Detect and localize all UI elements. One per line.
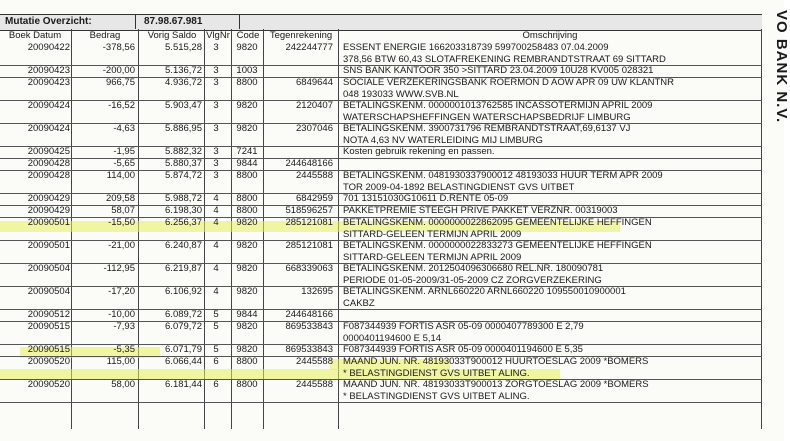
description-line: * BELASTINGDIENST GVS UITBET ALING. <box>343 391 530 402</box>
description-line: SOCIALE VERZEKERINGSBANK ROERMON D AOW APR 09 UW KLANTNR <box>343 77 674 88</box>
amount-cell: -10,00 <box>108 309 135 320</box>
transaction-code-cell: 9844 <box>236 158 258 169</box>
amount-cell: -15,50 <box>108 217 135 228</box>
description-cell <box>343 100 758 124</box>
sequence-number-cell: 5 <box>213 344 219 355</box>
counter-account-cell: 6849644 <box>296 77 333 88</box>
transaction-code-cell: 8800 <box>236 356 258 367</box>
description-cell <box>343 379 758 403</box>
previous-balance-cell: 6.240,87 <box>165 240 202 251</box>
col-header-amount: Bedrag <box>89 30 121 41</box>
transaction-code-cell: 7241 <box>236 146 258 157</box>
description-line: 048 193033 WWW.SVB.NL <box>343 89 459 100</box>
description-line: SNS BANK KANTOOR 350 >SITTARD 23.04.2009 10U28 KV005 028321 <box>343 65 654 76</box>
amount-cell: -4,63 <box>113 123 135 134</box>
description-cell <box>343 193 758 205</box>
transaction-code-cell: 8800 <box>236 193 258 204</box>
col-header-date: Boek Datum <box>8 30 62 41</box>
sequence-number-cell: 5 <box>213 309 219 320</box>
counter-account-cell: 2445588 <box>296 379 333 390</box>
description-line: CAKBZ <box>343 298 375 309</box>
sequence-number-cell: 4 <box>213 286 219 297</box>
description-cell <box>343 170 758 194</box>
description-cell <box>343 344 758 356</box>
transaction-code-cell: 8800 <box>236 205 258 216</box>
booking-date-cell: 20090512 <box>27 309 70 320</box>
counter-account-cell: 2307046 <box>296 123 333 134</box>
counter-account-cell: 2445588 <box>296 170 333 181</box>
description-line: PAKKETPREMIE STEEGH PRIVE PAKKET VERZNR. 00319003 <box>343 205 618 216</box>
col-header-vlgnr: VlgNr <box>206 30 230 41</box>
description-cell <box>343 263 758 287</box>
col-header-prev-balance: Vorig Saldo <box>147 30 197 41</box>
description-cell <box>343 286 758 310</box>
counter-account-cell: 2120407 <box>296 100 333 111</box>
amount-cell: -5,35 <box>113 344 135 355</box>
sequence-number-cell: 3 <box>213 65 219 76</box>
counter-account-cell: 869533843 <box>285 344 333 355</box>
amount-cell: 966,75 <box>105 77 135 88</box>
counter-account-cell: 244648166 <box>285 158 333 169</box>
description-line: BETALINGSKENM. 0000000022862095 GEMEENTELIJKE HEFFINGEN <box>343 217 652 228</box>
amount-cell: -1,95 <box>113 146 135 157</box>
amount-cell: -5,65 <box>113 158 135 169</box>
sequence-number-cell: 4 <box>213 263 219 274</box>
amount-cell: -378,56 <box>102 42 135 53</box>
counter-account-cell: 242244777 <box>285 42 333 53</box>
table-row <box>0 240 762 264</box>
transaction-code-cell: 1003 <box>236 65 258 76</box>
amount-cell: 209,58 <box>105 193 135 204</box>
transaction-code-cell: 9820 <box>236 123 258 134</box>
sequence-number-cell: 4 <box>213 240 219 251</box>
description-line: NOTA 4,63 NV WATERLEIDING MIJ LIMBURG <box>343 135 543 146</box>
description-line: 378,56 BTW 60,43 SLOTAFREKENING REMBRANDTSTRAAT 69 SITTARD <box>343 54 666 65</box>
table-row <box>0 42 762 66</box>
counter-account-cell: 285121081 <box>285 240 333 251</box>
previous-balance-cell: 5.903,47 <box>165 100 202 111</box>
amount-cell: 58,07 <box>111 205 135 216</box>
description-line: TOR 2009-04-1892 BELASTINGDIENST GVS UITBET <box>343 182 575 193</box>
booking-date-cell: 20090515 <box>27 344 70 355</box>
amount-cell: -21,00 <box>108 240 135 251</box>
description-line: BETALINGSKENM. 0000000022833273 GEMEENTELIJKE HEFFINGEN <box>343 240 652 251</box>
amount-cell: -17,20 <box>108 286 135 297</box>
amount-cell: 114,00 <box>106 170 135 181</box>
amount-cell: 58,00 <box>111 379 135 390</box>
sequence-number-cell: 3 <box>213 77 219 88</box>
previous-balance-cell: 6.106,92 <box>165 286 202 297</box>
booking-date-cell: 20090504 <box>27 286 70 297</box>
booking-date-cell: 20090515 <box>27 321 70 332</box>
description-line: ESSENT ENERGIE 166203318739 599700258483 07.04.2009 <box>343 42 609 53</box>
col-header-code: Code <box>236 30 260 41</box>
booking-date-cell: 20090501 <box>27 217 70 228</box>
previous-balance-cell: 5.515,28 <box>165 42 202 53</box>
description-line: 0000401194600 E 5,14 <box>343 333 442 344</box>
previous-balance-cell: 5.988,72 <box>165 193 202 204</box>
counter-account-cell: 6842959 <box>296 193 333 204</box>
description-cell <box>343 240 758 264</box>
sequence-number-cell: 3 <box>213 42 219 53</box>
previous-balance-cell: 6.256,37 <box>165 217 202 228</box>
sequence-number-cell: 3 <box>213 146 219 157</box>
transaction-code-cell: 9820 <box>236 263 258 274</box>
table-row <box>0 286 762 310</box>
booking-date-cell: 20090501 <box>27 240 70 251</box>
previous-balance-cell: 5.880,37 <box>165 158 202 169</box>
sequence-number-cell: 4 <box>213 217 219 228</box>
col-header-counter-account: Tegenrekening <box>269 30 333 41</box>
description-line: MAAND JUN. NR. 48193033T900012 HUURTOESLAG 2009 *BOMERS <box>343 356 649 367</box>
amount-cell: -112,95 <box>103 263 135 274</box>
transaction-code-cell: 8800 <box>236 170 258 181</box>
sequence-number-cell: 6 <box>213 379 219 390</box>
description-line: WATERSCHAPSHEFFINGEN WATERSCHAPSBEDRIJF LIMBURG <box>343 112 631 123</box>
previous-balance-cell: 6.079,72 <box>165 321 202 332</box>
booking-date-cell: 20090429 <box>27 205 70 216</box>
table-row <box>0 170 762 194</box>
booking-date-cell: 20090428 <box>27 170 70 181</box>
previous-balance-cell: 6.066,44 <box>165 356 202 367</box>
previous-balance-cell: 4.936,72 <box>165 77 202 88</box>
bank-name-margin: VO BANK N.V. <box>773 10 790 124</box>
previous-balance-cell: 5.882,32 <box>165 146 202 157</box>
amount-cell: 115,00 <box>106 356 135 367</box>
counter-account-cell: 869533843 <box>285 321 333 332</box>
table-row <box>0 263 762 287</box>
counter-account-cell: 518596257 <box>285 205 333 216</box>
description-line: SITTARD-GELEEN TERMIJN APRIL 2009 <box>343 252 522 263</box>
counter-account-cell: 244648166 <box>285 309 333 320</box>
description-line: BETALINGSKENM. 0481930337900012 48193033 HUUR TERM APR 2009 <box>343 170 663 181</box>
previous-balance-cell: 6.089,72 <box>165 309 202 320</box>
col-header-description: Omschrijving <box>522 30 578 41</box>
description-cell <box>343 146 758 158</box>
description-cell <box>343 123 758 147</box>
table-row <box>0 100 762 124</box>
previous-balance-cell: 6.198,30 <box>165 205 202 216</box>
description-cell <box>343 77 758 101</box>
transaction-code-cell: 8800 <box>236 379 258 390</box>
transaction-code-cell: 9820 <box>236 321 258 332</box>
description-cell <box>343 356 758 380</box>
transaction-code-cell: 9820 <box>236 217 258 228</box>
booking-date-cell: 20090429 <box>27 193 70 204</box>
description-line: F087344939 FORTIS ASR 05-09 0000407789300 E 2,79 <box>343 321 584 332</box>
previous-balance-cell: 6.219,87 <box>165 263 202 274</box>
description-line: Kosten gebruik rekening en passen. <box>343 146 495 157</box>
sequence-number-cell: 3 <box>213 123 219 134</box>
table-row <box>0 356 762 380</box>
description-line: BETALINGSKENM. 3900731796 REMBRANDTSTRAAT,69,6137 VJ <box>343 123 631 134</box>
description-line: MAAND JUN. NR. 48193033T900013 ZORGTOESLAG 2009 *BOMERS <box>343 379 649 390</box>
description-line: F087344939 FORTIS ASR 05-09 0000401194600 E 5,35 <box>343 344 583 355</box>
statement-title: Mutatie Overzicht: <box>0 14 136 29</box>
previous-balance-cell: 5.886,95 <box>165 123 202 134</box>
transaction-code-cell: 9844 <box>236 309 258 320</box>
booking-date-cell: 20090504 <box>27 263 70 274</box>
description-line: 701 13151030G10611 D.RENTE 05-09 <box>343 193 509 204</box>
description-cell <box>343 321 758 345</box>
description-line: BETALINGSKENM. 0000001013762585 INCASSOTERMIJN APRIL 2009 <box>343 100 653 111</box>
description-cell <box>343 217 758 241</box>
sequence-number-cell: 6 <box>213 356 219 367</box>
description-line: * BELASTINGDIENST GVS UITBET ALING. <box>343 368 530 379</box>
sequence-number-cell: 4 <box>213 205 219 216</box>
previous-balance-cell: 6.181,44 <box>165 379 202 390</box>
description-cell <box>343 65 758 77</box>
sequence-number-cell: 4 <box>213 193 219 204</box>
table-row <box>0 217 762 241</box>
amount-cell: -200,00 <box>102 65 135 76</box>
booking-date-cell: 20090520 <box>27 356 70 367</box>
account-number: 87.98.67.981 <box>136 14 240 29</box>
sequence-number-cell: 5 <box>213 321 219 332</box>
table-row <box>0 77 762 101</box>
amount-cell: -7,93 <box>113 321 135 332</box>
table-row <box>0 123 762 147</box>
counter-account-cell: 2445588 <box>296 356 333 367</box>
description-line: SITTARD-GELEEN TERMIJN APRIL 2009 <box>343 229 522 240</box>
transaction-code-cell: 9820 <box>236 344 258 355</box>
transaction-code-cell: 8800 <box>236 77 258 88</box>
booking-date-cell: 20090424 <box>27 100 70 111</box>
description-line: BETALINGSKENM. 2012504096306680 REL.NR. 180090781 <box>343 263 604 274</box>
booking-date-cell: 20090423 <box>27 77 70 88</box>
booking-date-cell: 20090520 <box>27 379 70 390</box>
booking-date-cell: 20090423 <box>27 65 70 76</box>
description-line: PERIODE 01-05-2009/31-05-2009 CZ ZORGVERZEKERING <box>343 275 602 286</box>
booking-date-cell: 20090428 <box>27 158 70 169</box>
description-cell <box>343 205 758 217</box>
transaction-code-cell: 9820 <box>236 100 258 111</box>
counter-account-cell: 285121081 <box>285 217 333 228</box>
sequence-number-cell: 3 <box>213 158 219 169</box>
amount-cell: -16,52 <box>108 100 135 111</box>
previous-balance-cell: 5.874,72 <box>165 170 202 181</box>
booking-date-cell: 20090424 <box>27 123 70 134</box>
counter-account-cell: 668339063 <box>285 263 333 274</box>
table-row <box>0 379 762 403</box>
description-line: BETALINGSKENM. ARNL660220 ARNL660220 109550010900001 <box>343 286 626 297</box>
description-cell <box>343 42 758 66</box>
transaction-code-cell: 9820 <box>236 240 258 251</box>
previous-balance-cell: 5.136,72 <box>165 65 202 76</box>
booking-date-cell: 20090425 <box>27 146 70 157</box>
sequence-number-cell: 3 <box>213 100 219 111</box>
table-row <box>0 321 762 345</box>
transaction-code-cell: 9820 <box>236 42 258 53</box>
counter-account-cell: 132695 <box>301 286 333 297</box>
previous-balance-cell: 6.071,79 <box>165 344 202 355</box>
sequence-number-cell: 3 <box>213 170 219 181</box>
transaction-code-cell: 9820 <box>236 286 258 297</box>
booking-date-cell: 20090422 <box>27 42 70 53</box>
